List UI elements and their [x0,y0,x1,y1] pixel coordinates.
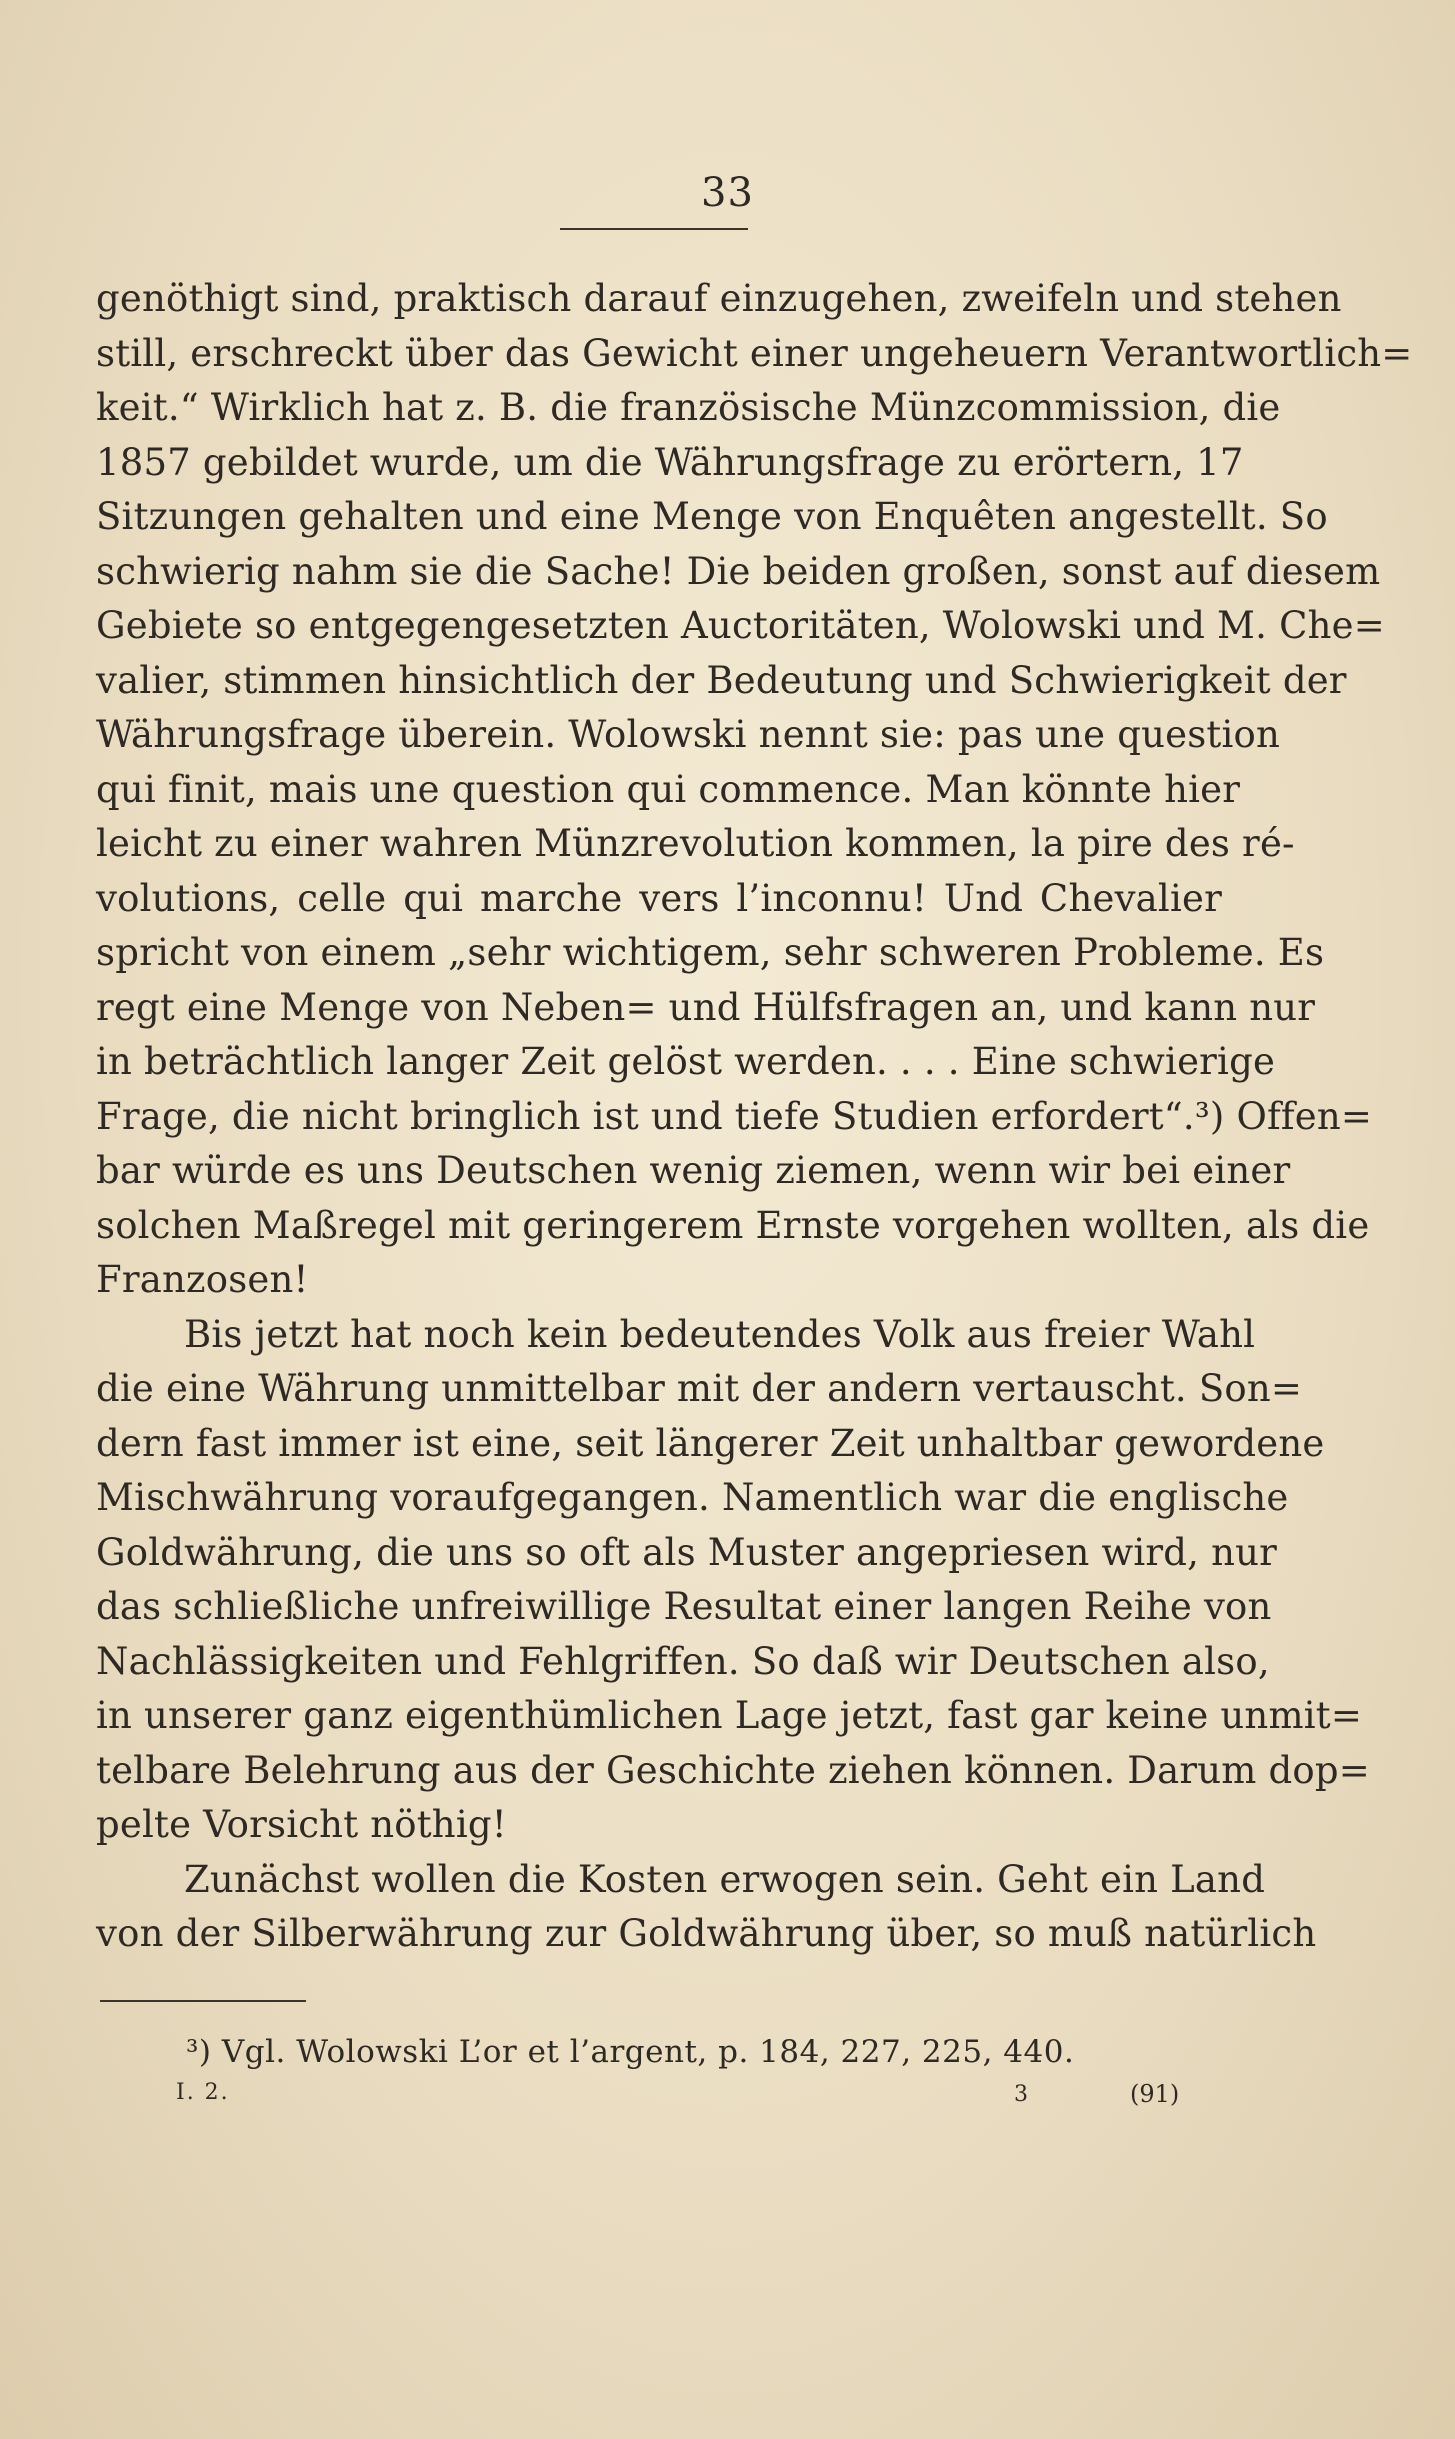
text-line: in unserer ganz eigenthümlichen Lage jetzt, fast gar keine unmit= [96,1694,1363,1737]
text-line: das schließliche unfreiwillige Resultat einer langen Reihe von [96,1585,1272,1628]
signature-mark-left: I. 2. [176,2080,230,2105]
text-line: solchen Maßregel mit geringerem Ernste vorgehen wollten, als die [96,1203,1370,1247]
text-line: valier, stimmen hinsichtlich der Bedeutung und Schwierigkeit der [96,658,1347,702]
signature-mark-right: (91) [1130,2080,1180,2108]
text-line: keit.“ Wirklich hat z. B. die französische Münzcommission, die [96,386,1281,429]
body-text [96,272,1413,1962]
text-line: die eine Währung unmittelbar mit der andern vertauscht. Son= [96,1367,1303,1410]
text-line-paragraph-end: pelte Vorsicht nöthig! [96,1803,507,1846]
text-line: Nachlässigkeiten und Fehlgriffen. So daß wir Deutschen also, [96,1639,1270,1683]
text-line-paragraph-start: Zunächst wollen die Kosten erwogen sein. Geht ein Land [184,1857,1266,1901]
text-line: dern fast immer ist eine, seit längerer Zeit unhaltbar gewordene [96,1421,1325,1465]
text-line: Sitzungen gehalten und eine Menge von Enquêten angestellt. So [96,495,1328,538]
text-line: qui finit, mais une question qui commence. Man könnte hier [96,767,1241,811]
text-line: Frage, die nicht bringlich ist und tiefe Studien erfordert“.³) Offen= [96,1094,1373,1138]
text-line-paragraph-start: Bis jetzt hat noch kein bedeutendes Volk aus freier Wahl [184,1312,1256,1356]
text-line: leicht zu einer wahren Münzrevolution kommen, la pire des ré- [96,822,1295,865]
text-line: regt eine Menge von Neben= und Hülfsfragen an, und kann nur [96,985,1316,1029]
footnote: ³) Vgl. Wolowski L’or et l’argent, p. 184, 227, 225, 440. [186,2034,1075,2070]
text-line: spricht von einem „sehr wichtigem, sehr schweren Probleme. Es [96,931,1325,974]
text-line: Währungsfrage überein. Wolowski nennt sie: pas une question [96,713,1281,756]
text-line-paragraph-end: Franzosen! [96,1258,309,1301]
signature-mark-middle: 3 [1014,2082,1028,2107]
text-line: genöthigt sind, praktisch darauf einzugehen, zweifeln und stehen [96,277,1342,320]
text-line: volutions, celle qui marche vers l’inconnu! Und Chevalier [96,876,1222,920]
text-line: schwierig nahm sie die Sache! Die beiden großen, sonst auf diesem [96,549,1381,593]
text-line: von der Silberwährung zur Goldwährung über, so muß natürlich [96,1912,1317,1955]
text-line: telbare Belehrung aus der Geschichte ziehen können. Darum dop= [96,1748,1370,1792]
header-rule [560,228,748,230]
text-line: 1857 gebildet wurde, um die Währungsfrage zu erörtern, 17 [96,440,1244,484]
text-line: still, erschreckt über das Gewicht einer ungeheuern Verantwortlich= [96,331,1413,375]
text-line: bar würde es uns Deutschen wenig ziemen, wenn wir bei einer [96,1149,1291,1192]
footnote-rule [100,2000,306,2002]
page-number: 33 [701,170,754,216]
text-line: Mischwährung voraufgegangen. Namentlich war die englische [96,1476,1289,1519]
text-line: Goldwährung, die uns so oft als Muster angepriesen wird, nur [96,1530,1278,1574]
text-line: in beträchtlich langer Zeit gelöst werden. . . . Eine schwierige [96,1040,1276,1083]
text-line: Gebiete so entgegengesetzten Auctoritäten, Wolowski und M. Che= [96,604,1385,647]
